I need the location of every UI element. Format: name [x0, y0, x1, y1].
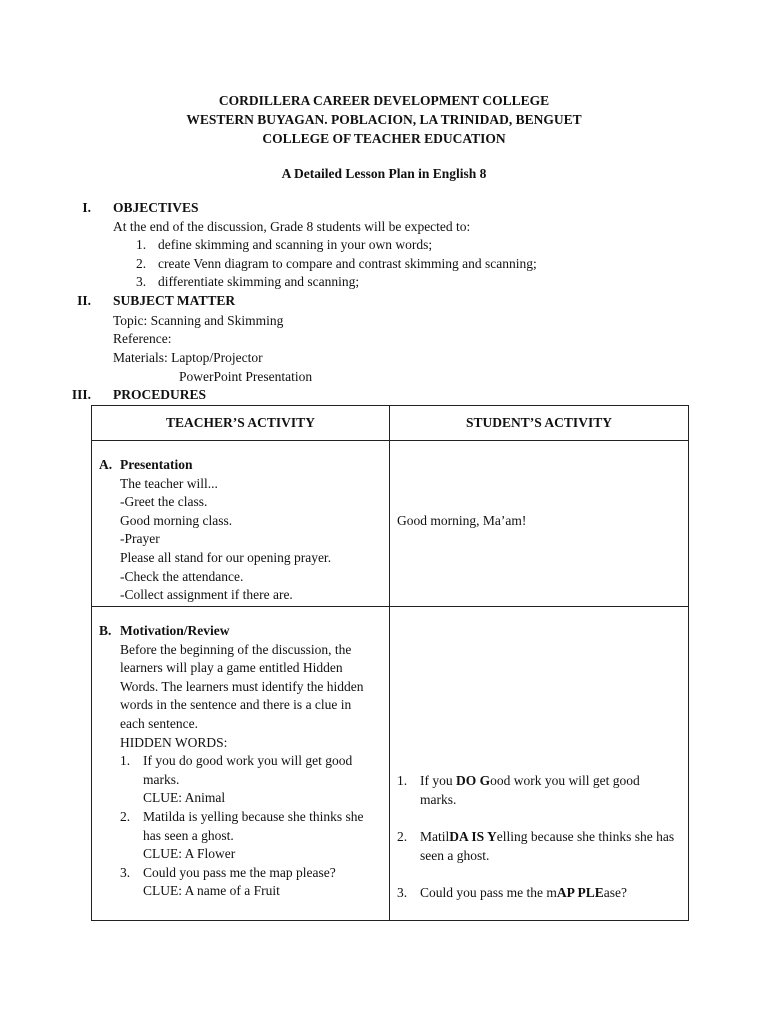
objectives-numeral: I. [82, 200, 91, 215]
presentation-line: Please all stand for our opening prayer. [120, 549, 332, 565]
hidden-word-number: 1. [120, 753, 131, 769]
answer-text: Could you pass me the m [420, 885, 557, 901]
hidden-word-number: 2. [120, 808, 131, 824]
lesson-plan-title: A Detailed Lesson Plan in English 8 [281, 166, 487, 181]
motivation-student-cell [390, 607, 689, 921]
hidden-word-item [120, 808, 389, 864]
answer-item [397, 828, 688, 865]
objectives-heading: OBJECTIVES [113, 200, 199, 215]
answer-number: 1. [397, 773, 408, 788]
presentation-line: -Greet the class. [120, 494, 208, 510]
objective-text: create Venn diagram to compare and contrast skimming and scanning; [158, 256, 537, 271]
subject-numeral: II. [77, 293, 91, 308]
answer-text-cont: marks. [420, 791, 457, 807]
motivation-teacher-cell [92, 607, 390, 921]
motivation-line: learners will play a game entitled Hidden [120, 660, 343, 676]
hidden-word-item [120, 752, 389, 808]
hidden-word-clue: CLUE: A Flower [143, 846, 236, 862]
hidden-word-clue: CLUE: Animal [143, 790, 226, 806]
objective-text: differentiate skimming and scanning; [158, 274, 360, 289]
presentation-student-cell [390, 441, 689, 607]
hidden-word-item [120, 864, 389, 901]
answer-text: If you [420, 773, 456, 788]
presentation-line: -Prayer [120, 531, 160, 547]
subject-heading: SUBJECT MATTER [113, 293, 236, 308]
answer-hidden-word: AP PLE [556, 885, 604, 901]
subject-reference: Reference: [113, 331, 172, 346]
presentation-heading: Presentation [120, 457, 193, 472]
college-address: WESTERN BUYAGAN. POBLACION, LA TRINIDAD, BENGUET [186, 112, 582, 127]
motivation-line: each sentence. [120, 715, 198, 731]
objective-item [136, 255, 146, 274]
table-row [92, 441, 689, 607]
answer-hidden-word: DA IS Y [449, 829, 497, 845]
motivation-line: Words. The learners must identify the hidden [120, 678, 364, 694]
motivation-line: HIDDEN WORDS: [120, 734, 228, 750]
hidden-word-sentence: Matilda is yelling because she thinks she [143, 808, 364, 824]
objective-text: define skimming and scanning in your own words; [158, 237, 433, 252]
objectives-intro: At the end of the discussion, Grade 8 students will be expected to: [113, 219, 471, 234]
motivation-line: words in the sentence and there is a clue in [120, 697, 352, 713]
student-activity-header: STUDENT’S ACTIVITY [390, 406, 689, 441]
hidden-word-number: 3. [120, 864, 131, 880]
teacher-activity-header: TEACHER’S ACTIVITY [92, 406, 390, 441]
hidden-word-sentence: Could you pass me the map please? [143, 864, 336, 880]
motivation-line: Before the beginning of the discussion, the [120, 641, 352, 657]
answer-text: Matil [420, 829, 450, 845]
motivation-letter: B. [99, 623, 112, 638]
answer-item [397, 884, 688, 903]
answer-number: 2. [397, 829, 408, 845]
hidden-word-sentence-cont: marks. [143, 771, 180, 787]
presentation-letter: A. [99, 457, 113, 472]
hidden-word-clue: CLUE: A name of a Fruit [143, 883, 280, 899]
presentation-line: -Check the attendance. [120, 568, 244, 584]
answer-text-cont: seen a ghost. [420, 847, 490, 863]
procedures-numeral: III. [71, 387, 91, 402]
procedures-table [91, 405, 689, 921]
college-name: CORDILLERA CAREER DEVELOPMENT COLLEGE [218, 93, 550, 108]
subject-materials: Materials: Laptop/Projector [113, 350, 263, 365]
answer-text: ase? [603, 885, 627, 901]
subject-topic: Topic: Scanning and Skimming [113, 313, 284, 328]
presentation-line: -Collect assignment if there are. [120, 587, 293, 603]
subject-materials-2: PowerPoint Presentation [179, 369, 313, 384]
table-row [92, 607, 689, 921]
objective-number: 2. [136, 256, 147, 271]
hidden-word-sentence-cont: has seen a ghost. [143, 827, 234, 843]
answer-text: ood work you will get good [490, 773, 640, 788]
answer-text: elling because she thinks she has [496, 829, 675, 845]
table-header-row [92, 406, 689, 441]
motivation-heading: Motivation/Review [120, 623, 230, 638]
objective-item [136, 273, 146, 292]
answer-item [397, 772, 688, 809]
presentation-teacher-cell [92, 441, 390, 607]
presentation-line: The teacher will... [120, 475, 218, 491]
objective-item [136, 236, 146, 255]
procedures-heading: PROCEDURES [113, 387, 207, 402]
objective-number: 1. [136, 237, 147, 252]
student-greeting: Good morning, Ma’am! [397, 513, 527, 528]
hidden-word-sentence: If you do good work you will get good [143, 753, 353, 769]
answer-hidden-word: DO G [456, 773, 491, 788]
college-department: COLLEGE OF TEACHER EDUCATION [262, 131, 506, 146]
answer-number: 3. [397, 885, 408, 901]
objective-number: 3. [136, 274, 147, 289]
presentation-line: Good morning class. [120, 512, 233, 528]
